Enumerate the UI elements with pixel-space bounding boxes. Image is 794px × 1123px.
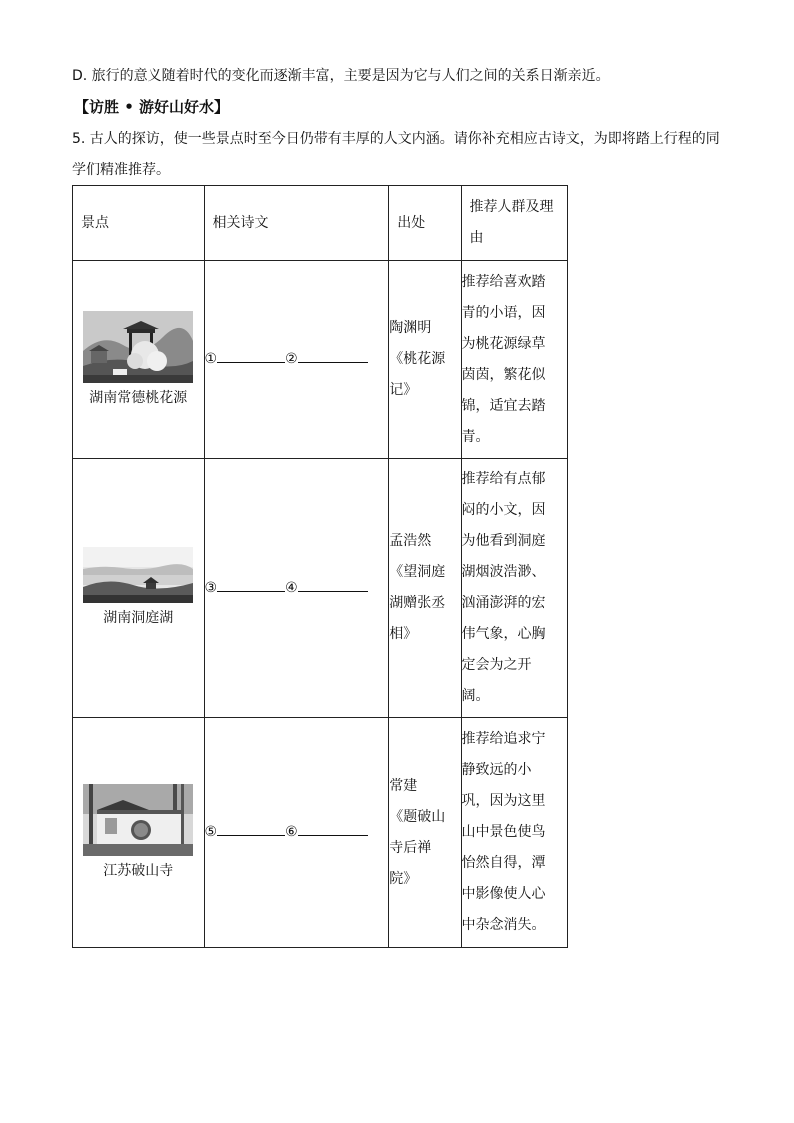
recommendation-table (72, 185, 568, 948)
reason-cell: 推荐给追求宁 静致远的小 巩，因为这里 山中景色使鸟 怡然自得，潭 中影像使人心 中杂念消失。 (461, 718, 567, 948)
header-poem: 相关诗文 (204, 186, 389, 261)
question-5-line2: 学们精准推荐。 (72, 162, 170, 178)
section-title: 【访胜 • 游好山好水】 (74, 98, 230, 116)
blank-mark: ① (204, 351, 218, 367)
answer-blank-4[interactable] (298, 577, 368, 592)
blank-mark: ⑥ (285, 824, 298, 840)
table-row (73, 459, 568, 718)
dongting-lake-photo (83, 547, 193, 603)
poem-blanks (204, 718, 389, 948)
scenic-cell (73, 261, 205, 459)
reason-cell: 推荐给有点郁 闷的小文，因 为他看到洞庭 湖烟波浩渺、 汹涌澎湃的宏 伟气象，心胸 定会为之开 阔。 (461, 459, 567, 718)
answer-blank-1[interactable] (217, 348, 285, 363)
scenic-caption: 江苏破山寺 (103, 862, 174, 879)
scenic-caption: 湖南常德桃花源 (89, 389, 188, 406)
source-cell: 孟浩然 《望洞庭 湖赠张丞 相》 (389, 459, 461, 718)
poem-blanks (204, 261, 389, 459)
poshan-temple-photo (83, 784, 193, 856)
reason-cell: 推荐给喜欢踏 青的小语，因 为桃花源绿草 茵茵，繁花似 锦，适宜去踏 青。 (461, 261, 567, 459)
blank-mark: ③ (204, 579, 218, 596)
blank-mark: ② (285, 351, 298, 367)
header-scenic: 景点 (73, 186, 205, 261)
source-cell: 常建 《题破山 寺后禅 院》 (389, 718, 461, 948)
scenic-cell (73, 718, 205, 948)
question-5-line1: 5. 古人的探访，使一些景点时至今日仍带有丰厚的人文内涵。请你补充相应古诗文，为即将踏上行程的同 (72, 131, 720, 147)
answer-blank-6[interactable] (298, 821, 368, 836)
taohuayuan-photo (83, 311, 193, 383)
poem-blanks (204, 459, 389, 718)
answer-blank-2[interactable] (298, 348, 368, 363)
scenic-cell (73, 459, 205, 718)
option-d-text: D. 旅行的意义随着时代的变化而逐渐丰富，主要是因为它与人们之间的关系日渐亲近。 (72, 68, 610, 84)
blank-mark: ⑤ (204, 824, 218, 840)
answer-blank-5[interactable] (217, 821, 285, 836)
header-source: 出处 (389, 186, 461, 261)
source-cell: 陶渊明 《桃花源 记》 (389, 261, 461, 459)
answer-blank-3[interactable] (217, 577, 285, 592)
table-row (73, 261, 568, 459)
blank-mark: ④ (285, 579, 298, 596)
header-reason: 推荐人群及理 由 (461, 186, 567, 261)
table-header-row (73, 186, 568, 261)
table-row (73, 718, 568, 948)
scenic-caption: 湖南洞庭湖 (103, 610, 174, 626)
